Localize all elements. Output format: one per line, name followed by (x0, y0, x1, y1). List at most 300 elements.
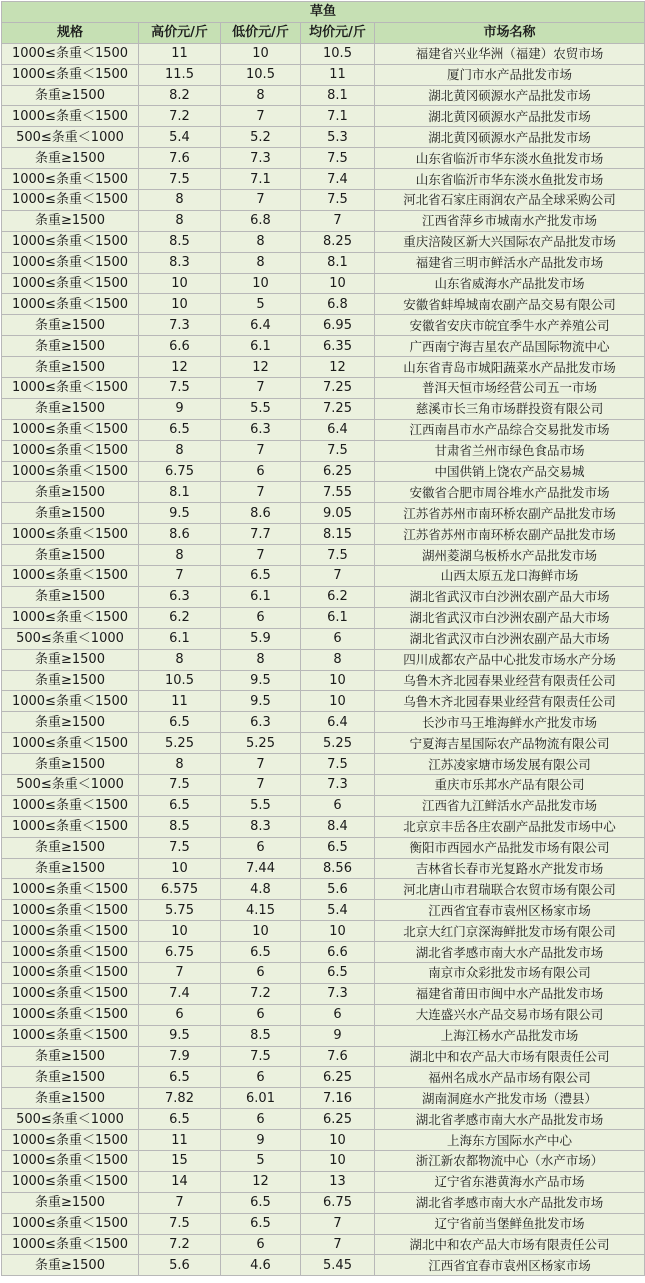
cell-market: 乌鲁木齐北园春果业经营有限责任公司 (375, 691, 645, 712)
cell-market: 福州名成水产品市场有限公司 (375, 1067, 645, 1088)
cell-spec: 1000≤条重＜1500 (2, 419, 139, 440)
cell-market: 厦门市水产品批发市场 (375, 64, 645, 85)
cell-avg-price: 6.95 (301, 315, 375, 336)
cell-market: 上海东方国际水产中心 (375, 1130, 645, 1151)
cell-spec: 条重≥1500 (2, 503, 139, 524)
cell-market: 慈溪市长三角市场群投资有限公司 (375, 398, 645, 419)
cell-high-price: 7 (139, 1192, 221, 1213)
table-row (2, 1109, 645, 1130)
cell-spec: 500≤条重＜1000 (2, 628, 139, 649)
cell-spec: 1000≤条重＜1500 (2, 879, 139, 900)
cell-market: 四川成都农产品中心批发市场水产分场 (375, 649, 645, 670)
cell-market: 山东省青岛市城阳蔬菜水产品批发市场 (375, 357, 645, 378)
cell-market: 湖北省孝感市南大水产品批发市场 (375, 1109, 645, 1130)
cell-spec: 1000≤条重＜1500 (2, 795, 139, 816)
price-table (1, 1, 645, 1276)
cell-spec: 1000≤条重＜1500 (2, 1150, 139, 1171)
cell-market: 上海江杨水产品批发市场 (375, 1025, 645, 1046)
cell-avg-price: 7 (301, 566, 375, 587)
cell-market: 辽宁省前当堡鲜鱼批发市场 (375, 1213, 645, 1234)
cell-market: 江西省九江鲜活水产品批发市场 (375, 795, 645, 816)
cell-market: 福建省莆田市闽中水产品批发市场 (375, 983, 645, 1004)
cell-low-price: 6.5 (221, 942, 301, 963)
cell-high-price: 15 (139, 1150, 221, 1171)
cell-avg-price: 6.5 (301, 962, 375, 983)
cell-spec: 1000≤条重＜1500 (2, 43, 139, 64)
cell-spec: 1000≤条重＜1500 (2, 1171, 139, 1192)
cell-low-price: 5 (221, 294, 301, 315)
cell-spec: 1000≤条重＜1500 (2, 1234, 139, 1255)
cell-low-price: 6.1 (221, 586, 301, 607)
cell-high-price: 6.575 (139, 879, 221, 900)
cell-avg-price: 10 (301, 1130, 375, 1151)
table-row (2, 252, 645, 273)
cell-market: 湖北中和农产品大市场有限责任公司 (375, 1046, 645, 1067)
table-row (2, 628, 645, 649)
table-row (2, 942, 645, 963)
table-row (2, 503, 645, 524)
cell-high-price: 8.5 (139, 231, 221, 252)
cell-high-price: 6.75 (139, 942, 221, 963)
table-row (2, 419, 645, 440)
cell-spec: 1000≤条重＜1500 (2, 733, 139, 754)
cell-low-price: 10.5 (221, 64, 301, 85)
cell-high-price: 6.5 (139, 1067, 221, 1088)
cell-market: 普洱天恒市场经营公司五一市场 (375, 378, 645, 399)
cell-spec: 1000≤条重＜1500 (2, 942, 139, 963)
cell-high-price: 11.5 (139, 64, 221, 85)
cell-avg-price: 7.5 (301, 190, 375, 211)
cell-high-price: 5.25 (139, 733, 221, 754)
cell-low-price: 8 (221, 649, 301, 670)
cell-market: 浙江新农都物流中心（水产市场） (375, 1150, 645, 1171)
cell-high-price: 6.1 (139, 628, 221, 649)
table-row (2, 336, 645, 357)
cell-spec: 条重≥1500 (2, 837, 139, 858)
cell-market: 山东省临沂市华东淡水鱼批发市场 (375, 169, 645, 190)
cell-low-price: 7 (221, 482, 301, 503)
cell-market: 安徽省合肥市周谷堆水产品批发市场 (375, 482, 645, 503)
cell-spec: 条重≥1500 (2, 85, 139, 106)
cell-avg-price: 6.4 (301, 419, 375, 440)
cell-spec: 1000≤条重＜1500 (2, 169, 139, 190)
cell-market: 甘肃省兰州市绿色食品市场 (375, 440, 645, 461)
cell-high-price: 8.1 (139, 482, 221, 503)
cell-market: 湖北省武汉市白沙洲农副产品大市场 (375, 607, 645, 628)
cell-market: 宁夏海吉星国际农产品物流有限公司 (375, 733, 645, 754)
cell-high-price: 6.5 (139, 1109, 221, 1130)
table-row (2, 983, 645, 1004)
cell-high-price: 6.5 (139, 712, 221, 733)
table-row (2, 1130, 645, 1151)
table-row (2, 1192, 645, 1213)
cell-high-price: 8 (139, 545, 221, 566)
cell-spec: 条重≥1500 (2, 482, 139, 503)
cell-avg-price: 7.5 (301, 148, 375, 169)
cell-market: 江西南昌市水产品综合交易批发市场 (375, 419, 645, 440)
cell-low-price: 8.3 (221, 816, 301, 837)
cell-low-price: 5.5 (221, 795, 301, 816)
table-row (2, 148, 645, 169)
cell-high-price: 11 (139, 691, 221, 712)
cell-market: 北京大红门京深海鲜批发市场有限公司 (375, 921, 645, 942)
cell-low-price: 7 (221, 106, 301, 127)
cell-avg-price: 9 (301, 1025, 375, 1046)
cell-low-price: 4.6 (221, 1255, 301, 1276)
cell-high-price: 8.3 (139, 252, 221, 273)
table-row (2, 482, 645, 503)
table-row (2, 1213, 645, 1234)
cell-high-price: 7.5 (139, 1213, 221, 1234)
cell-spec: 1000≤条重＜1500 (2, 294, 139, 315)
cell-avg-price: 6.8 (301, 294, 375, 315)
cell-avg-price: 7.3 (301, 774, 375, 795)
cell-low-price: 5.9 (221, 628, 301, 649)
cell-spec: 500≤条重＜1000 (2, 127, 139, 148)
table-row (2, 85, 645, 106)
cell-high-price: 7.2 (139, 1234, 221, 1255)
cell-low-price: 7.44 (221, 858, 301, 879)
cell-spec: 1000≤条重＜1500 (2, 378, 139, 399)
cell-avg-price: 6 (301, 628, 375, 649)
table-row (2, 1025, 645, 1046)
cell-avg-price: 6.5 (301, 837, 375, 858)
header-market: 市场名称 (375, 22, 645, 43)
table-row (2, 1046, 645, 1067)
cell-low-price: 6.01 (221, 1088, 301, 1109)
cell-spec: 条重≥1500 (2, 336, 139, 357)
table-row (2, 900, 645, 921)
cell-low-price: 6.3 (221, 419, 301, 440)
cell-spec: 1000≤条重＜1500 (2, 190, 139, 211)
cell-market: 吉林省长春市光复路水产批发市场 (375, 858, 645, 879)
table-row (2, 837, 645, 858)
cell-low-price: 6 (221, 607, 301, 628)
cell-low-price: 6 (221, 1067, 301, 1088)
cell-avg-price: 7.1 (301, 106, 375, 127)
cell-market: 福建省三明市鲜活水产品批发市场 (375, 252, 645, 273)
cell-avg-price: 5.6 (301, 879, 375, 900)
cell-high-price: 6.3 (139, 586, 221, 607)
cell-spec: 条重≥1500 (2, 754, 139, 775)
table-row (2, 273, 645, 294)
table-row (2, 1150, 645, 1171)
cell-low-price: 4.8 (221, 879, 301, 900)
cell-avg-price: 13 (301, 1171, 375, 1192)
cell-high-price: 6.5 (139, 795, 221, 816)
cell-avg-price: 10 (301, 921, 375, 942)
cell-market: 江西省萍乡市城南水产批发市场 (375, 210, 645, 231)
cell-spec: 条重≥1500 (2, 712, 139, 733)
cell-spec: 条重≥1500 (2, 315, 139, 336)
cell-spec: 1000≤条重＜1500 (2, 900, 139, 921)
cell-low-price: 8.6 (221, 503, 301, 524)
cell-avg-price: 7.5 (301, 754, 375, 775)
table-row (2, 398, 645, 419)
cell-avg-price: 6 (301, 795, 375, 816)
table-row (2, 795, 645, 816)
cell-low-price: 6.3 (221, 712, 301, 733)
cell-low-price: 12 (221, 357, 301, 378)
cell-avg-price: 7 (301, 210, 375, 231)
cell-spec: 1000≤条重＜1500 (2, 1025, 139, 1046)
cell-high-price: 11 (139, 43, 221, 64)
cell-high-price: 5.4 (139, 127, 221, 148)
cell-high-price: 8 (139, 210, 221, 231)
cell-spec: 1000≤条重＜1500 (2, 607, 139, 628)
cell-spec: 条重≥1500 (2, 1067, 139, 1088)
cell-low-price: 7 (221, 378, 301, 399)
cell-low-price: 5 (221, 1150, 301, 1171)
cell-high-price: 8.6 (139, 524, 221, 545)
cell-high-price: 8 (139, 440, 221, 461)
cell-market: 乌鲁木齐北园春果业经营有限责任公司 (375, 670, 645, 691)
cell-market: 重庆市乐邦水产品有限公司 (375, 774, 645, 795)
cell-high-price: 10 (139, 294, 221, 315)
cell-spec: 1000≤条重＜1500 (2, 983, 139, 1004)
cell-high-price: 7.2 (139, 106, 221, 127)
cell-low-price: 8.5 (221, 1025, 301, 1046)
header-row (2, 22, 645, 43)
cell-avg-price: 6.75 (301, 1192, 375, 1213)
cell-avg-price: 8.1 (301, 85, 375, 106)
cell-high-price: 8.5 (139, 816, 221, 837)
cell-avg-price: 5.4 (301, 900, 375, 921)
cell-market: 湖北省孝感市南大水产品批发市场 (375, 1192, 645, 1213)
table-row (2, 106, 645, 127)
cell-market: 湖南洞庭水产批发市场（澧县） (375, 1088, 645, 1109)
table-row (2, 754, 645, 775)
cell-low-price: 5.25 (221, 733, 301, 754)
cell-avg-price: 6.25 (301, 1109, 375, 1130)
cell-low-price: 6.8 (221, 210, 301, 231)
table-row (2, 440, 645, 461)
cell-low-price: 9 (221, 1130, 301, 1151)
cell-avg-price: 7.25 (301, 398, 375, 419)
table-title: 草鱼 (2, 2, 645, 23)
cell-market: 衡阳市西园水产品批发市场有限公司 (375, 837, 645, 858)
cell-spec: 条重≥1500 (2, 357, 139, 378)
cell-high-price: 9.5 (139, 503, 221, 524)
cell-spec: 1000≤条重＜1500 (2, 962, 139, 983)
cell-high-price: 5.75 (139, 900, 221, 921)
cell-market: 南京市众彩批发市场有限公司 (375, 962, 645, 983)
cell-low-price: 6 (221, 1004, 301, 1025)
cell-avg-price: 8.25 (301, 231, 375, 252)
cell-spec: 1000≤条重＜1500 (2, 252, 139, 273)
cell-market: 湖北黄冈硕源水产品批发市场 (375, 106, 645, 127)
cell-avg-price: 10.5 (301, 43, 375, 64)
cell-market: 安徽省蚌埠城南农副产品交易有限公司 (375, 294, 645, 315)
cell-market: 江西省宜春市袁州区杨家市场 (375, 1255, 645, 1276)
cell-avg-price: 8.56 (301, 858, 375, 879)
table-row (2, 691, 645, 712)
cell-low-price: 6 (221, 962, 301, 983)
table-row (2, 962, 645, 983)
table-row (2, 712, 645, 733)
table-row (2, 315, 645, 336)
table-row (2, 607, 645, 628)
cell-spec: 条重≥1500 (2, 148, 139, 169)
cell-high-price: 10 (139, 858, 221, 879)
cell-low-price: 4.15 (221, 900, 301, 921)
cell-spec: 500≤条重＜1000 (2, 774, 139, 795)
table-row (2, 586, 645, 607)
table-row (2, 921, 645, 942)
cell-low-price: 8 (221, 252, 301, 273)
cell-avg-price: 5.3 (301, 127, 375, 148)
cell-high-price: 7 (139, 566, 221, 587)
cell-low-price: 9.5 (221, 670, 301, 691)
cell-avg-price: 9.05 (301, 503, 375, 524)
cell-low-price: 7 (221, 754, 301, 775)
cell-low-price: 8 (221, 231, 301, 252)
header-spec: 规格 (2, 22, 139, 43)
cell-low-price: 6.5 (221, 1213, 301, 1234)
cell-low-price: 6 (221, 461, 301, 482)
cell-avg-price: 8.4 (301, 816, 375, 837)
cell-avg-price: 8 (301, 649, 375, 670)
cell-high-price: 8 (139, 190, 221, 211)
cell-spec: 条重≥1500 (2, 670, 139, 691)
cell-avg-price: 6.2 (301, 586, 375, 607)
cell-high-price: 7.5 (139, 169, 221, 190)
table-row (2, 1171, 645, 1192)
cell-high-price: 6.75 (139, 461, 221, 482)
cell-low-price: 7 (221, 774, 301, 795)
cell-low-price: 5.2 (221, 127, 301, 148)
cell-low-price: 10 (221, 273, 301, 294)
cell-high-price: 7 (139, 962, 221, 983)
cell-market: 湖北省武汉市白沙洲农副产品大市场 (375, 628, 645, 649)
cell-high-price: 6.6 (139, 336, 221, 357)
cell-high-price: 14 (139, 1171, 221, 1192)
cell-market: 湖北省孝感市南大水产品批发市场 (375, 942, 645, 963)
cell-spec: 条重≥1500 (2, 649, 139, 670)
table-row (2, 816, 645, 837)
table-row (2, 1004, 645, 1025)
table-row (2, 43, 645, 64)
cell-market: 长沙市马王堆海鲜水产批发市场 (375, 712, 645, 733)
cell-avg-price: 6.35 (301, 336, 375, 357)
cell-avg-price: 12 (301, 357, 375, 378)
cell-high-price: 9.5 (139, 1025, 221, 1046)
cell-low-price: 6 (221, 1109, 301, 1130)
header-avg-price: 均价元/斤 (301, 22, 375, 43)
cell-market: 重庆涪陵区新大兴国际农产品批发市场 (375, 231, 645, 252)
cell-avg-price: 8.15 (301, 524, 375, 545)
table-row (2, 1088, 645, 1109)
cell-low-price: 10 (221, 43, 301, 64)
cell-spec: 条重≥1500 (2, 210, 139, 231)
cell-avg-price: 6.6 (301, 942, 375, 963)
table-row (2, 461, 645, 482)
table-row (2, 649, 645, 670)
cell-market: 福建省兴业华洲（福建）农贸市场 (375, 43, 645, 64)
table-row (2, 733, 645, 754)
cell-market: 湖北黄冈硕源水产品批发市场 (375, 85, 645, 106)
table-row (2, 545, 645, 566)
cell-market: 江苏凌家塘市场发展有限公司 (375, 754, 645, 775)
cell-spec: 1000≤条重＜1500 (2, 816, 139, 837)
cell-low-price: 6 (221, 1234, 301, 1255)
cell-avg-price: 7.5 (301, 440, 375, 461)
table-row (2, 378, 645, 399)
cell-avg-price: 7.4 (301, 169, 375, 190)
cell-high-price: 7.5 (139, 774, 221, 795)
cell-spec: 1000≤条重＜1500 (2, 1213, 139, 1234)
cell-market: 广西南宁海吉星农产品国际物流中心 (375, 336, 645, 357)
cell-high-price: 6.2 (139, 607, 221, 628)
cell-market: 中国供销上饶农产品交易城 (375, 461, 645, 482)
header-low-price: 低价元/斤 (221, 22, 301, 43)
cell-avg-price: 7.25 (301, 378, 375, 399)
cell-high-price: 10 (139, 921, 221, 942)
cell-high-price: 7.3 (139, 315, 221, 336)
table-row (2, 357, 645, 378)
cell-avg-price: 11 (301, 64, 375, 85)
table-row (2, 566, 645, 587)
cell-high-price: 8 (139, 649, 221, 670)
cell-avg-price: 10 (301, 1150, 375, 1171)
cell-market: 江苏省苏州市南环桥农副产品批发市场 (375, 503, 645, 524)
cell-low-price: 9.5 (221, 691, 301, 712)
cell-market: 湖州菱湖乌板桥水产品批发市场 (375, 545, 645, 566)
cell-avg-price: 6 (301, 1004, 375, 1025)
cell-market: 湖北中和农产品大市场有限责任公司 (375, 1234, 645, 1255)
cell-spec: 1000≤条重＜1500 (2, 1130, 139, 1151)
cell-high-price: 9 (139, 398, 221, 419)
cell-low-price: 6.5 (221, 566, 301, 587)
cell-spec: 1000≤条重＜1500 (2, 64, 139, 85)
cell-high-price: 8 (139, 754, 221, 775)
cell-high-price: 10.5 (139, 670, 221, 691)
cell-avg-price: 7.16 (301, 1088, 375, 1109)
cell-low-price: 6.5 (221, 1192, 301, 1213)
cell-avg-price: 7 (301, 1213, 375, 1234)
cell-spec: 1000≤条重＜1500 (2, 106, 139, 127)
cell-low-price: 12 (221, 1171, 301, 1192)
cell-spec: 1000≤条重＜1500 (2, 1004, 139, 1025)
cell-spec: 1000≤条重＜1500 (2, 273, 139, 294)
table-row (2, 127, 645, 148)
cell-spec: 条重≥1500 (2, 858, 139, 879)
cell-low-price: 7.7 (221, 524, 301, 545)
cell-spec: 1000≤条重＜1500 (2, 691, 139, 712)
cell-market: 河北唐山市君瑞联合农贸市场有限公司 (375, 879, 645, 900)
table-row (2, 210, 645, 231)
cell-market: 大连盛兴水产品交易市场有限公司 (375, 1004, 645, 1025)
cell-market: 河北省石家庄雨润农产品全球采购公司 (375, 190, 645, 211)
cell-spec: 1000≤条重＜1500 (2, 461, 139, 482)
cell-spec: 500≤条重＜1000 (2, 1109, 139, 1130)
cell-high-price: 7.9 (139, 1046, 221, 1067)
cell-low-price: 7.2 (221, 983, 301, 1004)
table-row (2, 524, 645, 545)
table-row (2, 670, 645, 691)
cell-market: 山西太原五龙口海鲜市场 (375, 566, 645, 587)
cell-avg-price: 7.3 (301, 983, 375, 1004)
cell-low-price: 5.5 (221, 398, 301, 419)
table-row (2, 1067, 645, 1088)
cell-avg-price: 10 (301, 691, 375, 712)
cell-high-price: 10 (139, 273, 221, 294)
cell-spec: 条重≥1500 (2, 1192, 139, 1213)
table-row (2, 169, 645, 190)
cell-low-price: 7 (221, 545, 301, 566)
cell-high-price: 11 (139, 1130, 221, 1151)
cell-market: 湖北黄冈硕源水产品批发市场 (375, 127, 645, 148)
